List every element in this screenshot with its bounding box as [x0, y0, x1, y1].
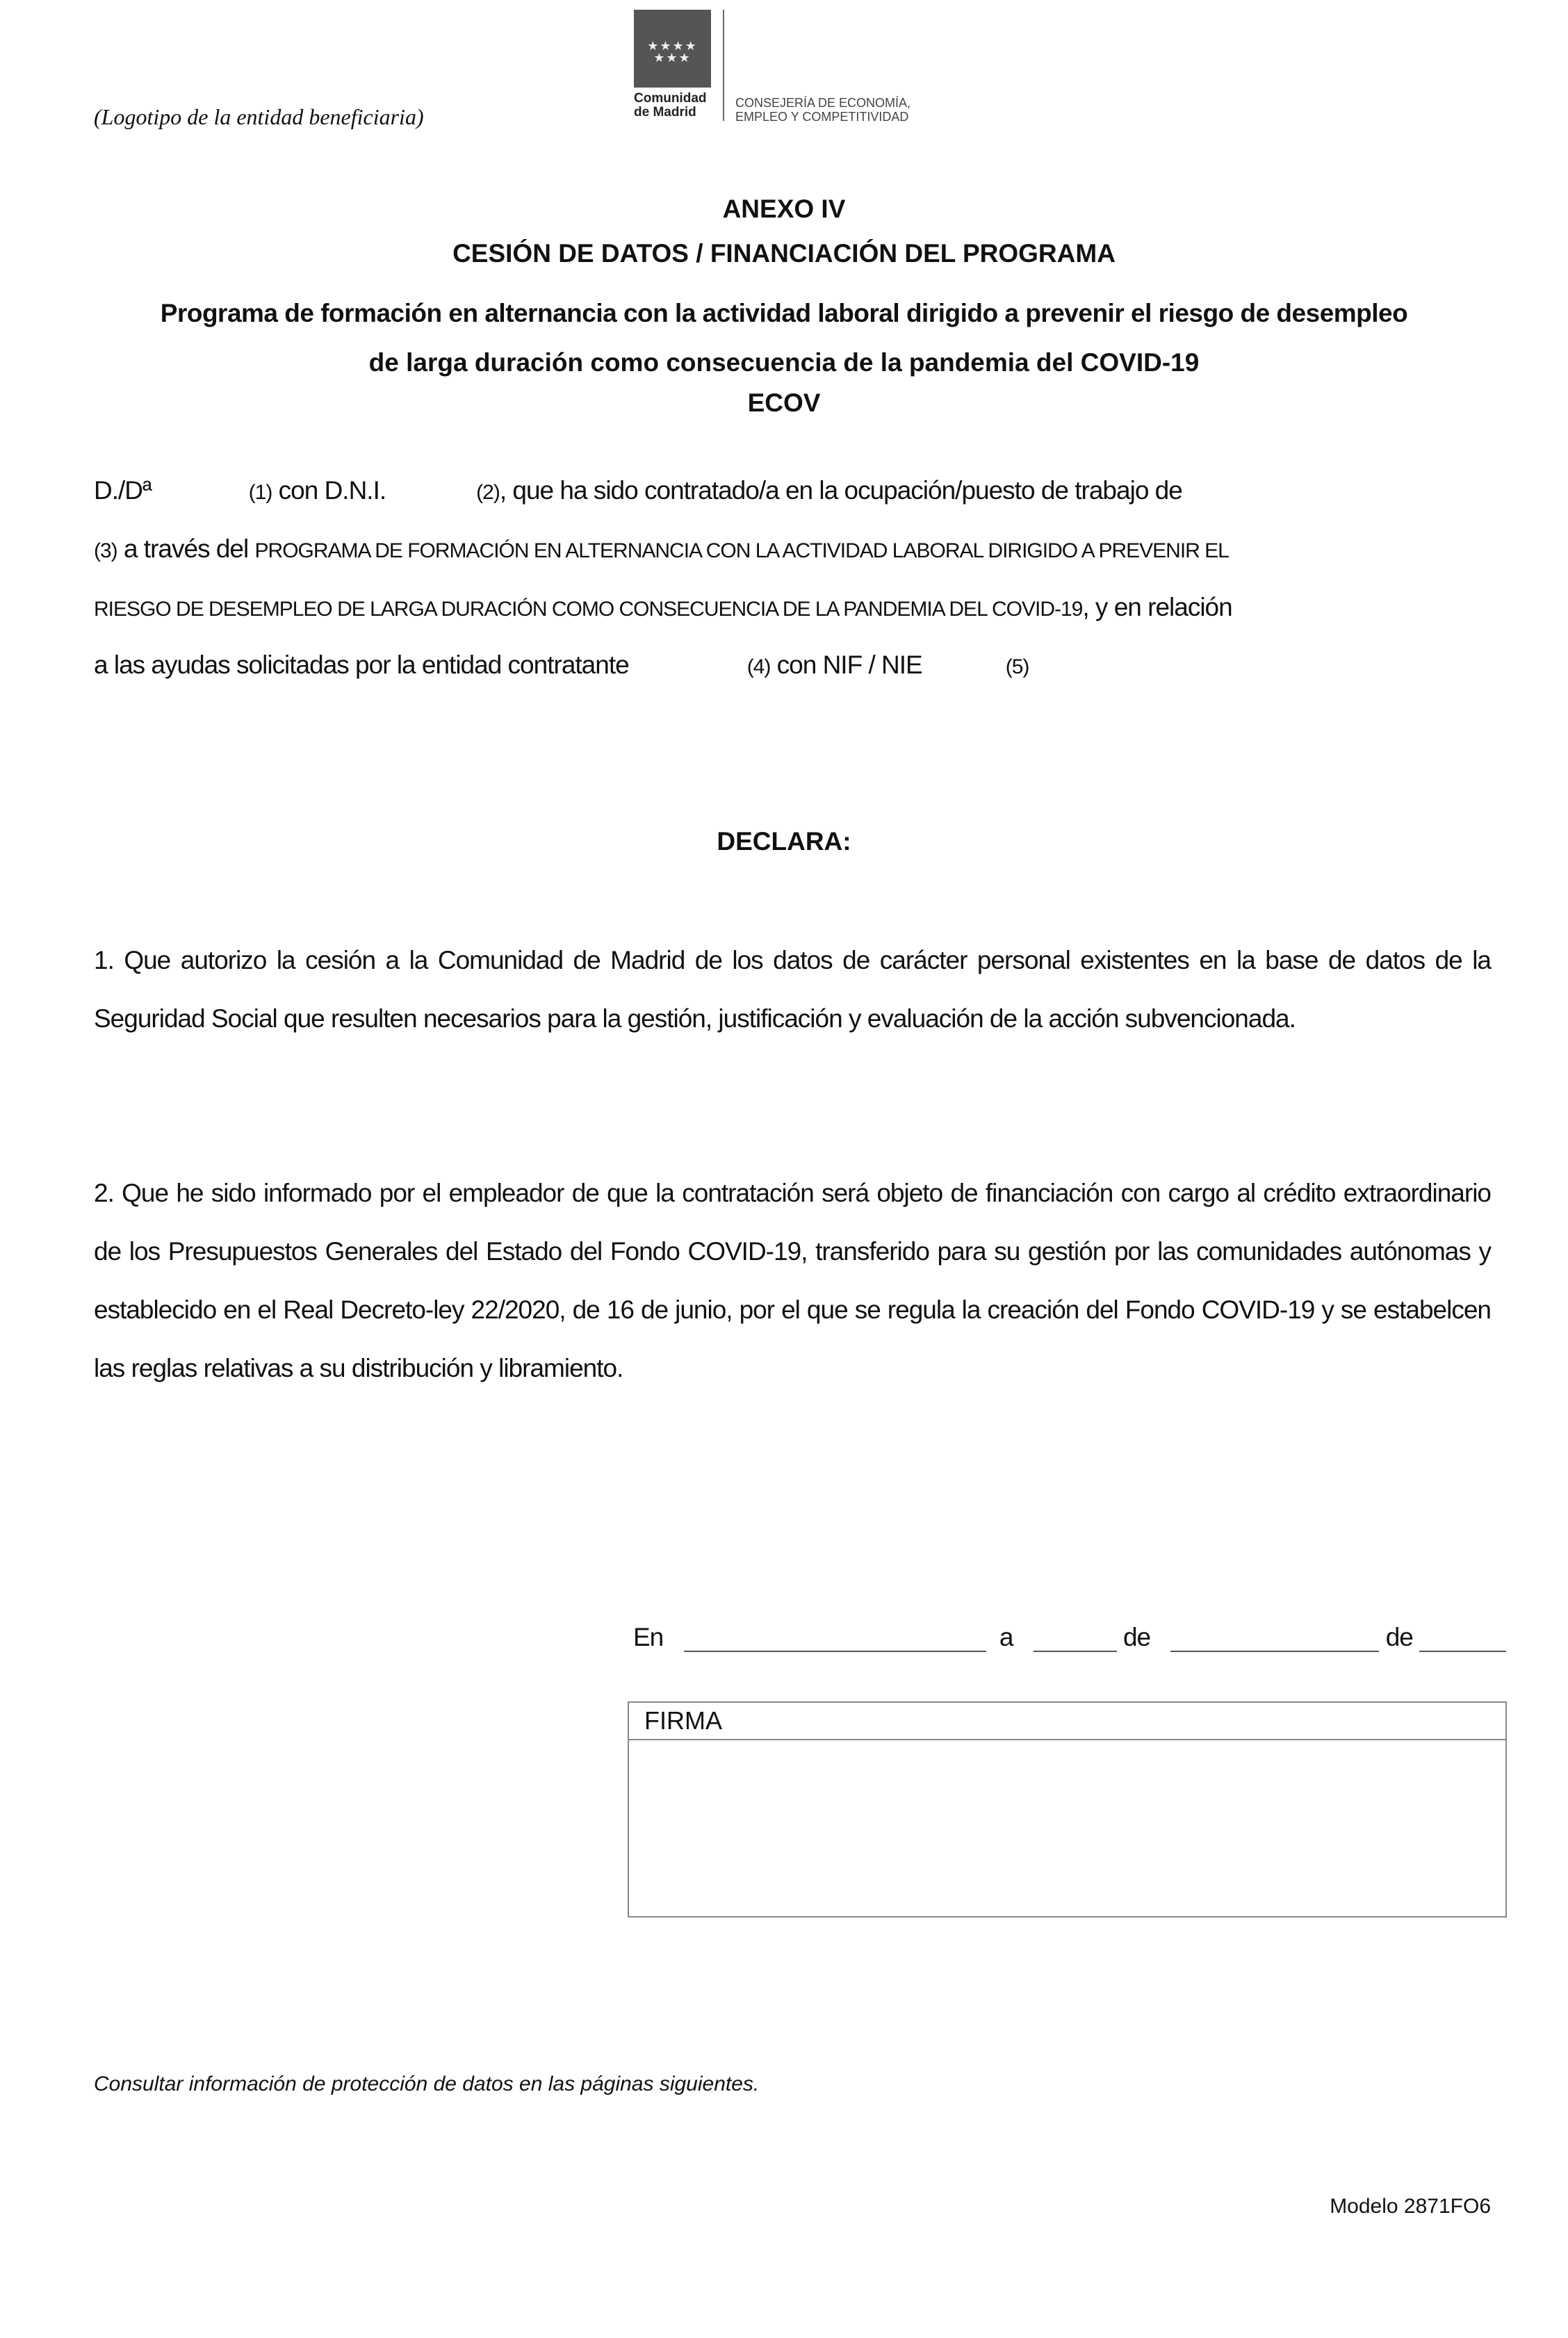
declara-heading: DECLARA:: [717, 827, 851, 856]
place-field[interactable]: [684, 1627, 986, 1652]
program-code: ECOV: [747, 389, 821, 417]
stars-icon: ★★★★ ★★★: [647, 39, 698, 65]
intro-line-2: (3) a través del PROGRAMA DE FORMACIÓN EN ALTERNANCIA CON LA ACTIVIDAD LABORAL DIRIGIDO A PREVENIR EL: [94, 534, 1229, 563]
declaration-point-2: 2. Que he sido informado por el empleador de que la contratación será objeto de financiación con cargo al crédito extraordinario de los Presupuestos Generales del Estado del Fondo COVID-19, transferido para su gestión por las comunidades autónomas y establecido en el Real Decreto-ley 22/2020, de 16 de junio, por el que se regula la creación del Fondo COVID-19 y se estabelcen las reglas relativas a su distribución y libramiento.: [94, 1179, 1491, 1382]
signature-label: FIRMA: [629, 1703, 1505, 1740]
program-title-line2: de larga duración como consecuencia de la pandemia del COVID-19: [368, 348, 1200, 377]
logo-department: CONSEJERÍA DE ECONOMÍA, EMPLEO Y COMPETITIVIDAD: [735, 96, 911, 124]
program-title-line1: Programa de formación en alternancia con la actividad laboral dirigido a prevenir el riesgo de desempleo: [160, 299, 1408, 327]
model-number: Modelo 2871FO6: [1330, 2195, 1491, 2218]
logo-name: Comunidad de Madrid: [634, 91, 707, 120]
logo-placeholder-note: (Logotipo de la entidad beneficiaria): [94, 104, 424, 129]
day-field[interactable]: [1034, 1627, 1117, 1652]
data-protection-note: Consultar información de protección de datos en las páginas siguientes.: [94, 2073, 760, 2095]
declaration-point-1: 1. Que autorizo la cesión a la Comunidad de Madrid de los datos de carácter personal existentes en la base de datos de la Seguridad Social que resulten necesarios para la gestión, justificación y evaluación de la acción subvencionada.: [94, 946, 1491, 1033]
month-field[interactable]: [1170, 1627, 1379, 1652]
place-date-line: En a de de: [633, 1623, 1506, 1652]
intro-line-1: D./Dª (1) con D.N.I. (2), que ha sido contratado/a en la ocupación/puesto de trabajo de: [94, 476, 1182, 505]
annex-title: ANEXO IV: [722, 195, 846, 223]
intro-line-3: RIESGO DE DESEMPLEO DE LARGA DURACIÓN COMO CONSECUENCIA DE LA PANDEMIA DEL COVID-19, y en relación: [94, 593, 1232, 621]
intro-line-4: a las ayudas solicitadas por la entidad contratante (4) con NIF / NIE (5): [94, 651, 1029, 679]
signature-box[interactable]: [628, 1701, 1507, 1918]
subject-title: CESIÓN DE DATOS / FINANCIACIÓN DEL PROGRAMA: [452, 239, 1116, 268]
logo-divider: [723, 10, 724, 121]
year-field[interactable]: [1419, 1627, 1506, 1652]
